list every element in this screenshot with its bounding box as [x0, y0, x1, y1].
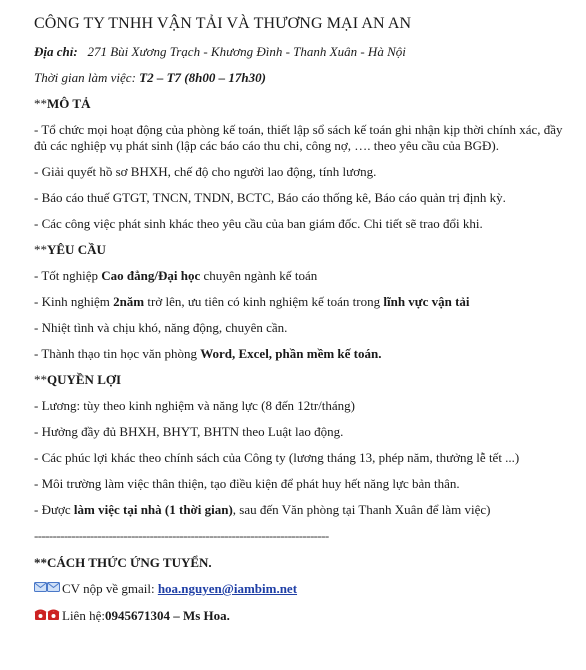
- text-run: - Kinh nghiệm: [34, 294, 114, 309]
- heading-title: YÊU CẦU: [47, 242, 106, 257]
- requirement-item: [34, 346, 576, 362]
- heading-title: QUYỀN LỢI: [47, 372, 122, 387]
- text-run: - Thành thạo tin học văn phòng: [34, 346, 201, 361]
- apply-heading: **CÁCH THỨC ỨNG TUYỂN.: [34, 555, 212, 570]
- heading-title: MÔ TẢ: [47, 96, 91, 111]
- hours-label: Thời gian làm việc:: [34, 70, 136, 85]
- text-run: - Được: [34, 502, 74, 517]
- description-item: - Giải quyết hồ sơ BHXH, chế độ cho người lao động, tính lương.: [34, 164, 377, 179]
- benefit-item: [34, 502, 576, 518]
- benefits-heading: [34, 372, 576, 388]
- hours-line: [34, 70, 576, 86]
- bold-run: 2năm: [113, 294, 145, 309]
- bold-run: .: [378, 346, 382, 361]
- address-value: 271 Bùi Xương Trạch - Khương Đình - Thanh Xuân - Hà Nội: [87, 44, 406, 59]
- bold-run: làm việc tại nhà (1 thời gian): [73, 502, 233, 517]
- text-run: , sau đến Văn phòng tại Thanh Xuân để làm việc): [232, 502, 491, 517]
- email-label: CV nộp về gmail:: [62, 581, 155, 596]
- heading-stars: **: [34, 242, 47, 257]
- address-label: Địa chỉ:: [34, 44, 78, 59]
- email-link[interactable]: hoa.nguyen@iambim.net: [157, 581, 298, 596]
- description-item: - Các công việc phát sinh khác theo yêu cầu của ban giám đốc. Chi tiết sẽ trao đổi khi.: [34, 216, 483, 231]
- benefit-item: - Các phúc lợi khác theo chính sách của Công ty (lương tháng 13, phép năm, thưởng lễ tết ...): [34, 450, 520, 465]
- phone-line: [34, 607, 576, 625]
- email-line: [34, 581, 576, 597]
- description-heading: [34, 96, 576, 112]
- hours-value: T2 – T7 (8h00 – 17h30): [139, 70, 266, 85]
- benefit-item: - Lương: tùy theo kinh nghiệm và năng lực (8 đến 12tr/tháng): [34, 398, 355, 413]
- requirement-item: [34, 294, 576, 310]
- requirement-item: - Nhiệt tình và chịu khó, năng động, chuyên cần.: [34, 320, 288, 335]
- divider-line: -------------------------------------------------------------------------------: [34, 528, 329, 543]
- heading-stars: **: [34, 96, 47, 111]
- bold-run: Word, Excel, phần mềm kế toán: [200, 346, 379, 361]
- phone-label: Liên hệ:: [62, 608, 105, 623]
- text-run: chuyên ngành kế toán: [200, 268, 318, 283]
- description-item: - Tổ chức mọi hoạt động của phòng kế toán, thiết lập sổ sách kế toán ghi nhận kịp thời chính xác, đầy đủ các nghiệp vụ phát sinh (lập các báo cáo thu chi, công nợ, …. theo yêu cầu của BGĐ).: [34, 122, 563, 153]
- benefit-item: - Môi trường làm việc thân thiện, tạo điều kiện để phát huy hết năng lực bản thân.: [34, 476, 460, 491]
- bold-run: lĩnh vực vận tải: [383, 294, 470, 309]
- bold-run: Cao đẳng/Đại học: [101, 268, 201, 283]
- heading-stars: **: [34, 372, 47, 387]
- text-run: - Tốt nghiệp: [34, 268, 102, 283]
- description-item: - Báo cáo thuế GTGT, TNCN, TNDN, BCTC, Báo cáo thống kê, Báo cáo quản trị định kỳ.: [34, 190, 506, 205]
- benefit-item: - Hưởng đầy đủ BHXH, BHYT, BHTN theo Luật lao động.: [34, 424, 344, 439]
- text-run: trở lên, ưu tiên có kinh nghiệm kế toán trong: [144, 294, 384, 309]
- phone-number: 0945671304 – Ms Hoa.: [104, 608, 230, 623]
- requirements-heading: [34, 242, 576, 258]
- requirement-item: [34, 268, 576, 284]
- phone-icon: [34, 607, 60, 625]
- address-line: [34, 44, 576, 60]
- email-icon: [34, 581, 60, 597]
- company-name: CÔNG TY TNHH VẬN TẢI VÀ THƯƠNG MẠI AN AN: [34, 15, 412, 32]
